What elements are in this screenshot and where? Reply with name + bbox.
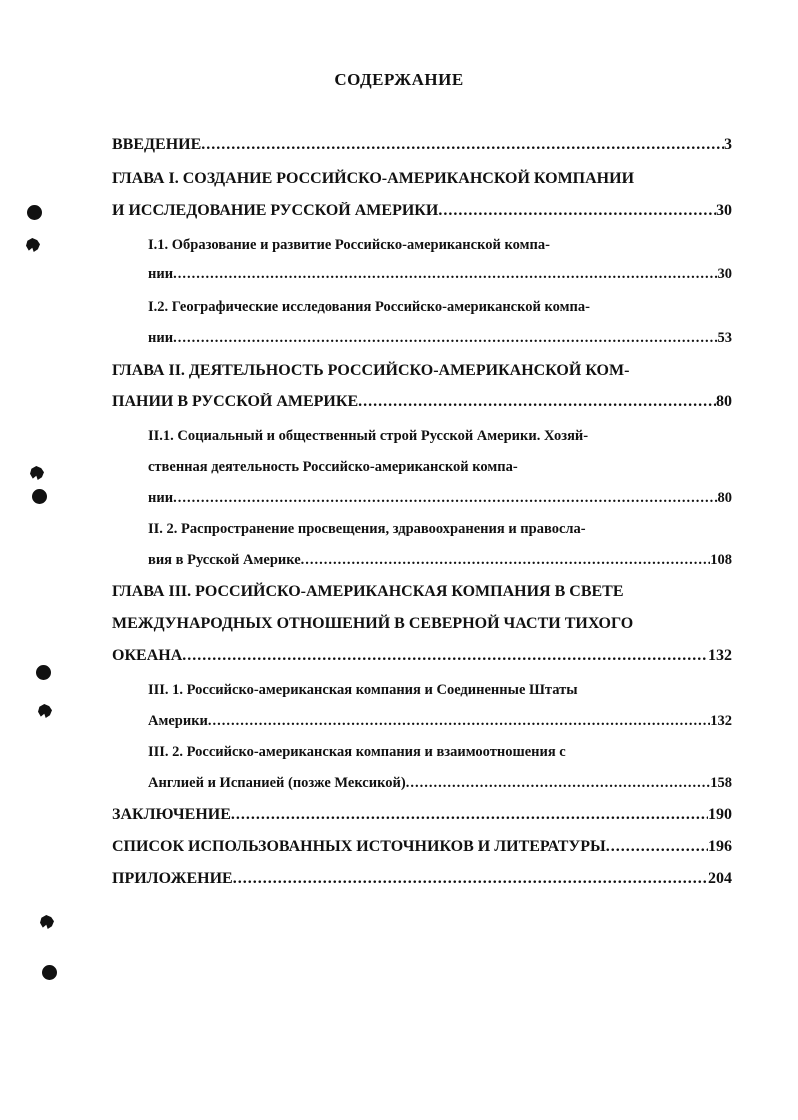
toc-entry-text: ПРИЛОЖЕНИЕ (112, 870, 233, 887)
toc-page-number: 132 (710, 713, 732, 729)
toc-section-3-2 (148, 775, 732, 792)
toc-page-number: 132 (708, 647, 732, 664)
toc-page-number: 30 (717, 266, 732, 282)
toc-section-2-1-line1: II.1. Социальный и общественный строй Русской Америки. Хозяй- (148, 428, 589, 444)
leader-dots (438, 202, 716, 220)
toc-entry-text: ВВЕДЕНИЕ (112, 136, 202, 153)
toc-entry-text: Англией и Испанией (позже Мексикой) (148, 775, 406, 791)
toc-title: СОДЕРЖАНИЕ (334, 70, 464, 89)
toc-section-2-2-line1: II. 2. Распространение просвещения, здравоохранения и правосла- (148, 521, 586, 537)
toc-section-1-1-line1: I.1. Образование и развитие Российско-американской компа- (148, 237, 550, 253)
toc-entry-conclusion (112, 806, 732, 824)
toc-section-2-1-line2: ственная деятельность Российско-американской компа- (148, 459, 518, 475)
toc-section-2-2 (148, 552, 732, 569)
ink-blot-mark (26, 238, 40, 252)
toc-page-number: 80 (716, 393, 732, 410)
leader-dots (406, 775, 711, 792)
punch-hole-mark (42, 965, 57, 980)
leader-dots (173, 266, 717, 283)
toc-section-3-2-line1: III. 2. Российско-американская компания и взаимоотношения с (148, 744, 566, 760)
toc-entry-appendix (112, 870, 732, 888)
leader-dots (233, 870, 708, 888)
toc-entry-text: нии (148, 490, 174, 506)
ink-blot-mark (40, 915, 54, 929)
toc-page-number: 30 (716, 202, 732, 219)
toc-chapter-3-line1: ГЛАВА III. РОССИЙСКО-АМЕРИКАНСКАЯ КОМПАНИЯ В СВЕТЕ (112, 583, 624, 600)
toc-entry-text: ЗАКЛЮЧЕНИЕ (112, 806, 231, 823)
toc-page-number: 196 (708, 838, 732, 855)
punch-hole-mark (32, 489, 47, 504)
toc-section-3-1 (148, 713, 732, 730)
toc-page-number: 190 (708, 806, 732, 823)
toc-section-1-1 (148, 266, 732, 283)
toc-entry-text: ПАНИИ В РУССКОЙ АМЕРИКЕ (112, 393, 359, 410)
toc-section-1-2 (148, 330, 732, 347)
toc-entry-text: вия в Русской Америке (148, 552, 301, 568)
toc-entry-text: ОКЕАНА (112, 647, 183, 664)
punch-hole-mark (27, 205, 42, 220)
toc-section-3-1-line1: III. 1. Российско-американская компания и Соединенные Штаты (148, 682, 578, 698)
toc-entry-sources (112, 838, 732, 856)
leader-dots (201, 136, 724, 154)
toc-page-number: 80 (717, 490, 732, 506)
leader-dots (358, 393, 716, 411)
toc-entry-text: СПИСОК ИСПОЛЬЗОВАННЫХ ИСТОЧНИКОВ И ЛИТЕРАТУРЫ (112, 838, 606, 855)
punch-hole-mark (36, 665, 51, 680)
toc-entry-text: Америки (148, 713, 208, 729)
toc-entry-text: нии (148, 266, 174, 282)
toc-section-2-1 (148, 490, 732, 507)
leader-dots (606, 838, 708, 856)
leader-dots (208, 713, 710, 730)
toc-chapter-2-line1: ГЛАВА II. ДЕЯТЕЛЬНОСТЬ РОССИЙСКО-АМЕРИКАНСКОЙ КОМ- (112, 362, 630, 379)
toc-section-1-2-line1: I.2. Географические исследования Российско-американской компа- (148, 299, 590, 315)
leader-dots (301, 552, 711, 569)
toc-chapter-3-line2: МЕЖДУНАРОДНЫХ ОТНОШЕНИЙ В СЕВЕРНОЙ ЧАСТИ ТИХОГО (112, 615, 634, 632)
toc-page-number: 108 (710, 552, 732, 568)
toc-chapter-2 (112, 393, 732, 411)
toc-page-number: 204 (708, 870, 732, 887)
leader-dots (173, 490, 717, 507)
toc-page-number: 3 (724, 136, 732, 153)
toc-entry-text: нии (148, 330, 174, 346)
leader-dots (231, 806, 708, 824)
toc-chapter-3 (112, 647, 732, 665)
toc-chapter-1-line1: ГЛАВА I. СОЗДАНИЕ РОССИЙСКО-АМЕРИКАНСКОЙ КОМПАНИИ (112, 170, 635, 187)
ink-blot-mark (38, 704, 52, 718)
toc-entry-text: И ИССЛЕДОВАНИЕ РУССКОЙ АМЕРИКИ (112, 202, 439, 219)
toc-page-number: 158 (710, 775, 732, 791)
ink-blot-mark (30, 466, 44, 480)
leader-dots (182, 647, 708, 665)
toc-page-number: 53 (717, 330, 732, 346)
toc-entry-intro (112, 136, 732, 154)
leader-dots (173, 330, 717, 347)
toc-chapter-1 (112, 202, 732, 220)
